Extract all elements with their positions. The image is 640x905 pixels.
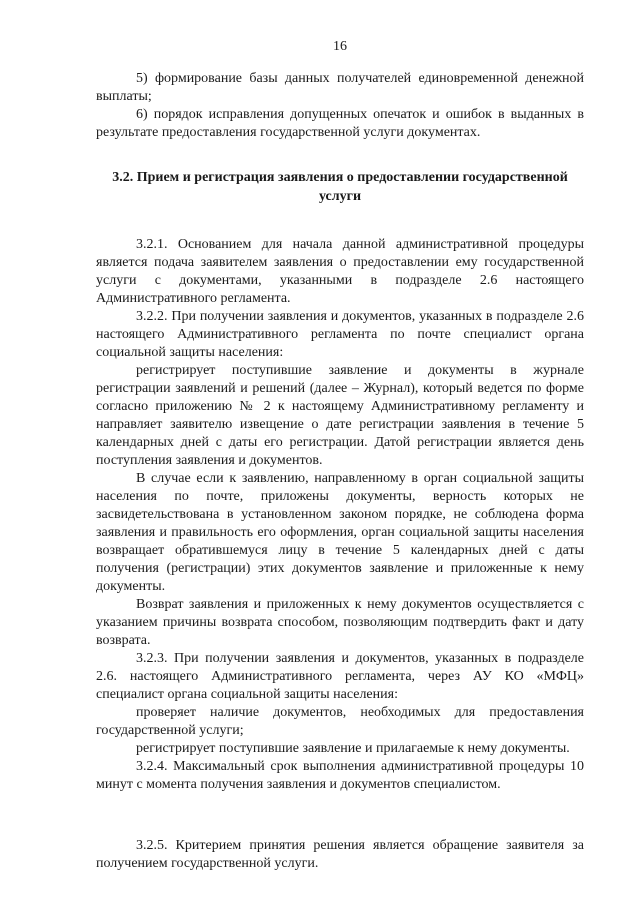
paragraph-checks-documents: проверяет наличие документов, необходимых для предоставления государственной услуги; <box>96 705 584 738</box>
paragraph-return-case: В случае если к заявлению, направленному в орган социальной защиты населения по почте, приложены документы, верность которых не засвидетельствована в установленном законом порядке, не соблюдена форма заявления и правильность его оформления, орган социальной защиты населения возвращает обратившемуся лицу в течение 5 календарных дней с даты получения (регистрации) этих документов заявление и приложенные к нему документы. <box>96 471 584 594</box>
paragraph-3-2-4: 3.2.4. Максимальный срок выполнения административной процедуры 10 минут с момента получения заявления и документов специалистом. <box>96 759 584 792</box>
list-item-6: 6) порядок исправления допущенных опечаток и ошибок в выданных в результате предоставления государственной услуги документах. <box>96 107 584 140</box>
paragraph-return-method: Возврат заявления и приложенных к нему документов осуществляется с указанием причины возврата способом, позволяющим подтвердить факт и дату возврата. <box>96 597 584 648</box>
paragraph-3-2-2: 3.2.2. При получении заявления и документов, указанных в подразделе 2.6 настоящего Административного регламента по почте специалист органа социальной защиты населения: <box>96 309 584 360</box>
list-item-5: 5) формирование базы данных получателей единовременной денежной выплаты; <box>96 71 584 104</box>
paragraph-3-2-3: 3.2.3. При получении заявления и документов, указанных в подразделе 2.6. настоящего Административного регламента, через АУ КО «МФЦ» специалист органа социальной защиты населения: <box>96 651 584 702</box>
paragraph-registers-mail: регистрирует поступившие заявление и документы в журнале регистрации заявлений и решений (далее – Журнал), который ведется по форме согласно приложению № 2 к настоящему Административному регламенту и направляет заявителю извещение о дате регистрации заявления в течение 5 календарных дней с даты его регистрации. Датой регистрации является день поступления заявления и документов. <box>96 363 584 468</box>
document-page <box>96 38 584 873</box>
section-heading: 3.2. Прием и регистрация заявления о предоставлении государственной услуги <box>112 170 568 204</box>
paragraph-3-2-1: 3.2.1. Основанием для начала данной административной процедуры является подача заявителем заявления о предоставлении ему государственной услуги с документами, указанными в подразделе 2.6 настоящего Административного регламента. <box>96 237 584 306</box>
paragraph-3-2-5: 3.2.5. Критерием принятия решения является обращение заявителя за получением государственной услуги. <box>96 838 584 871</box>
spacer <box>96 794 584 837</box>
paragraph-registers-mfc: регистрирует поступившие заявление и прилагаемые к нему документы. <box>136 741 570 756</box>
page-number: 16 <box>333 39 347 54</box>
